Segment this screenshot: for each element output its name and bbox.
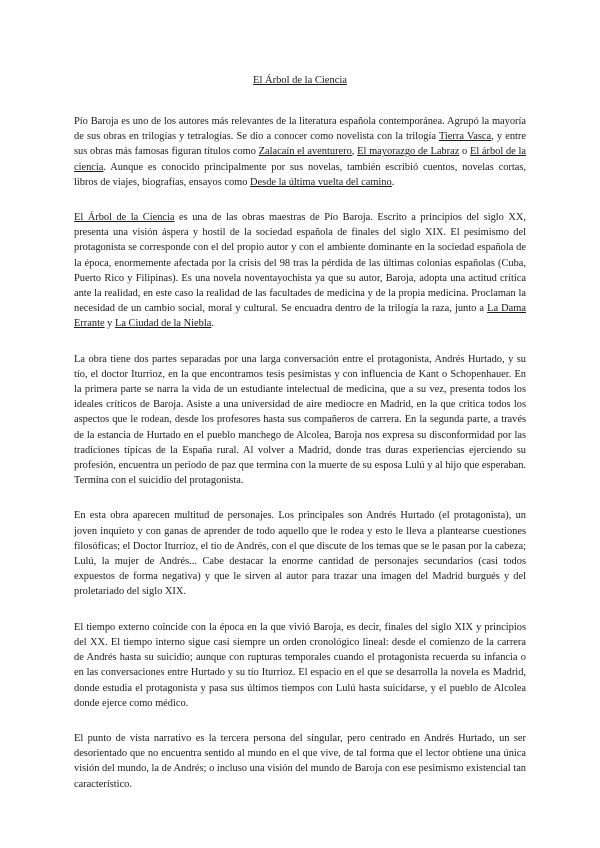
text-span: y — [104, 318, 115, 330]
paragraph-author-intro — [74, 114, 526, 190]
link-dama-errante[interactable]: La Dama Errante — [74, 303, 526, 330]
paragraph-characters: En esta obra aparecen multitud de personajes. Los principales son Andrés Hurtado (el protagonista), un joven inquieto y con ganas de aprender de todo aquello que le rodea y esto le lleva a plantearse cuestiones filosóficas; el Doctor Iturrioz, el tío de Andrés, con el que discute de los temas que se le pasan por la cabeza; Lulú, la mujer de Andrés... Cabe destacar la enorme cantidad de personajes secundarios (casi todos expuestos de forma negativa) y que le sirven al autor para trazar una imagen del Madrid burgués y del proletariado del siglo XIX. — [74, 510, 526, 598]
text-span: Pío Baroja es uno de los autores más relevantes de la literatura española contemporánea. Agrupó la mayoría de sus obras en trilogías y tetralogías. Se dio a conocer como novelista con la trilogía — [74, 116, 526, 143]
text-span: . — [391, 176, 395, 188]
text-span: , — [351, 146, 358, 158]
link-tierra-vasca[interactable]: Tierra Vasca — [438, 131, 492, 143]
text-span: . Aunque es conocido principalmente por sus novelas, también escribió cuentos, novelas cortas, libros de viajes, biografías, ensayos como — [74, 161, 526, 188]
link-arbol-ciencia-title[interactable]: El Árbol de la Ciencia — [74, 212, 175, 224]
paragraph-point-of-view: El punto de vista narrativo es la tercera persona del singular, pero centrado en Andrés Hurtado, un ser desorientado que no encuentra sentido al mundo en el que vive, de tal forma que el lector obtiene una única visión del mundo, la de Andrés; o incluso una visión del mundo de Baroja con ese pesimismo existencial tan característico. — [74, 732, 526, 790]
link-zalacain[interactable]: Zalacaín el aventurero — [258, 146, 352, 158]
text-span: , y entre sus obras más famosas figuran títulos como — [74, 131, 526, 158]
text-span: es una de las obras maestras de Pío Baroja. Escrito a principios del siglo XX, presenta una visión áspera y hostil de la sociedad española de finales del siglo XIX. El pesimismo del protagonista se corresponde con el del propio autor y con el ambiente dominante en la sociedad española de la época, enormemente afectada por la crisis del 98 tras la pérdida de las últimas colonias españolas (Cuba, Puerto Rico y Filipinas). Es una novela noventayochista ya que su autor, Baroja, adopta una actitud crítica ante la realidad, en este caso la realidad de las facultades de medicina y de la propia medicina. Proclaman la necesidad de un cambio social, moral y cultural. Se encuadra dentro de la trilogía la raza, junto a — [74, 212, 526, 315]
page-title: El Árbol de la Ciencia — [253, 75, 347, 86]
link-mayorazgo-labraz[interactable]: El mayorazgo de Labraz — [357, 146, 460, 158]
link-ultima-vuelta[interactable]: Desde la última vuelta del camino — [250, 176, 392, 188]
link-arbol-ciencia[interactable]: El árbol de la ciencia — [74, 146, 527, 173]
text-span: o — [459, 146, 470, 158]
paragraph-structure: La obra tiene dos partes separadas por una larga conversación entre el protagonista, Andrés Hurtado, y su tío, el doctor Iturrioz, en la que encontramos tesis pesimistas y con influencia de Kant o Schopenhauer. En la primera parte se narra la vida de un estudiante intelectual de medicina, que a su vez, presenta todos los ideales críticos de Baroja. Asiste a una universidad de aire mediocre en Madrid, en la que critica todos los aspectos que le rodean, desde los profesores hasta sus compañeros de carrera. En la segunda parte, a través de la estancia de Hurtado en el pueblo manchego de Alcolea, Baroja nos expresa su disconformidad por las tradiciones típicas de la España rural. Al volver a Madrid, donde tras duras experiencias ejerciendo su profesión, encuentra un periodo de paz que termina con la muerte de su esposa Lulú y al hijo que esperaban. Termina con el suicidio del protagonista. — [74, 353, 526, 487]
paragraph-work-overview — [74, 210, 526, 332]
link-ciudad-niebla[interactable]: La Ciudad de la Niebla — [114, 318, 212, 330]
text-span: . — [211, 318, 214, 330]
paragraph-time-space: El tiempo externo coincide con la época en la que vivió Baroja, es decir, finales del siglo XIX y principios del XX. El tiempo interno sigue casi siempre un orden cronológico lineal: desde el comienzo de la carrera de Andrés hasta su suicidio; aunque con rupturas temporales cuando el protagonista recuerda su infancia o en las conversaciones entre Hurtado y su tío Iturrioz. El espacio en el que se desarrolla la novela es Madrid, donde estudia el protagonista y pasa sus últimos tiempos con Lulú hasta suicidarse, y el pueblo de Alcolea donde ejerce como médico. — [74, 621, 526, 709]
